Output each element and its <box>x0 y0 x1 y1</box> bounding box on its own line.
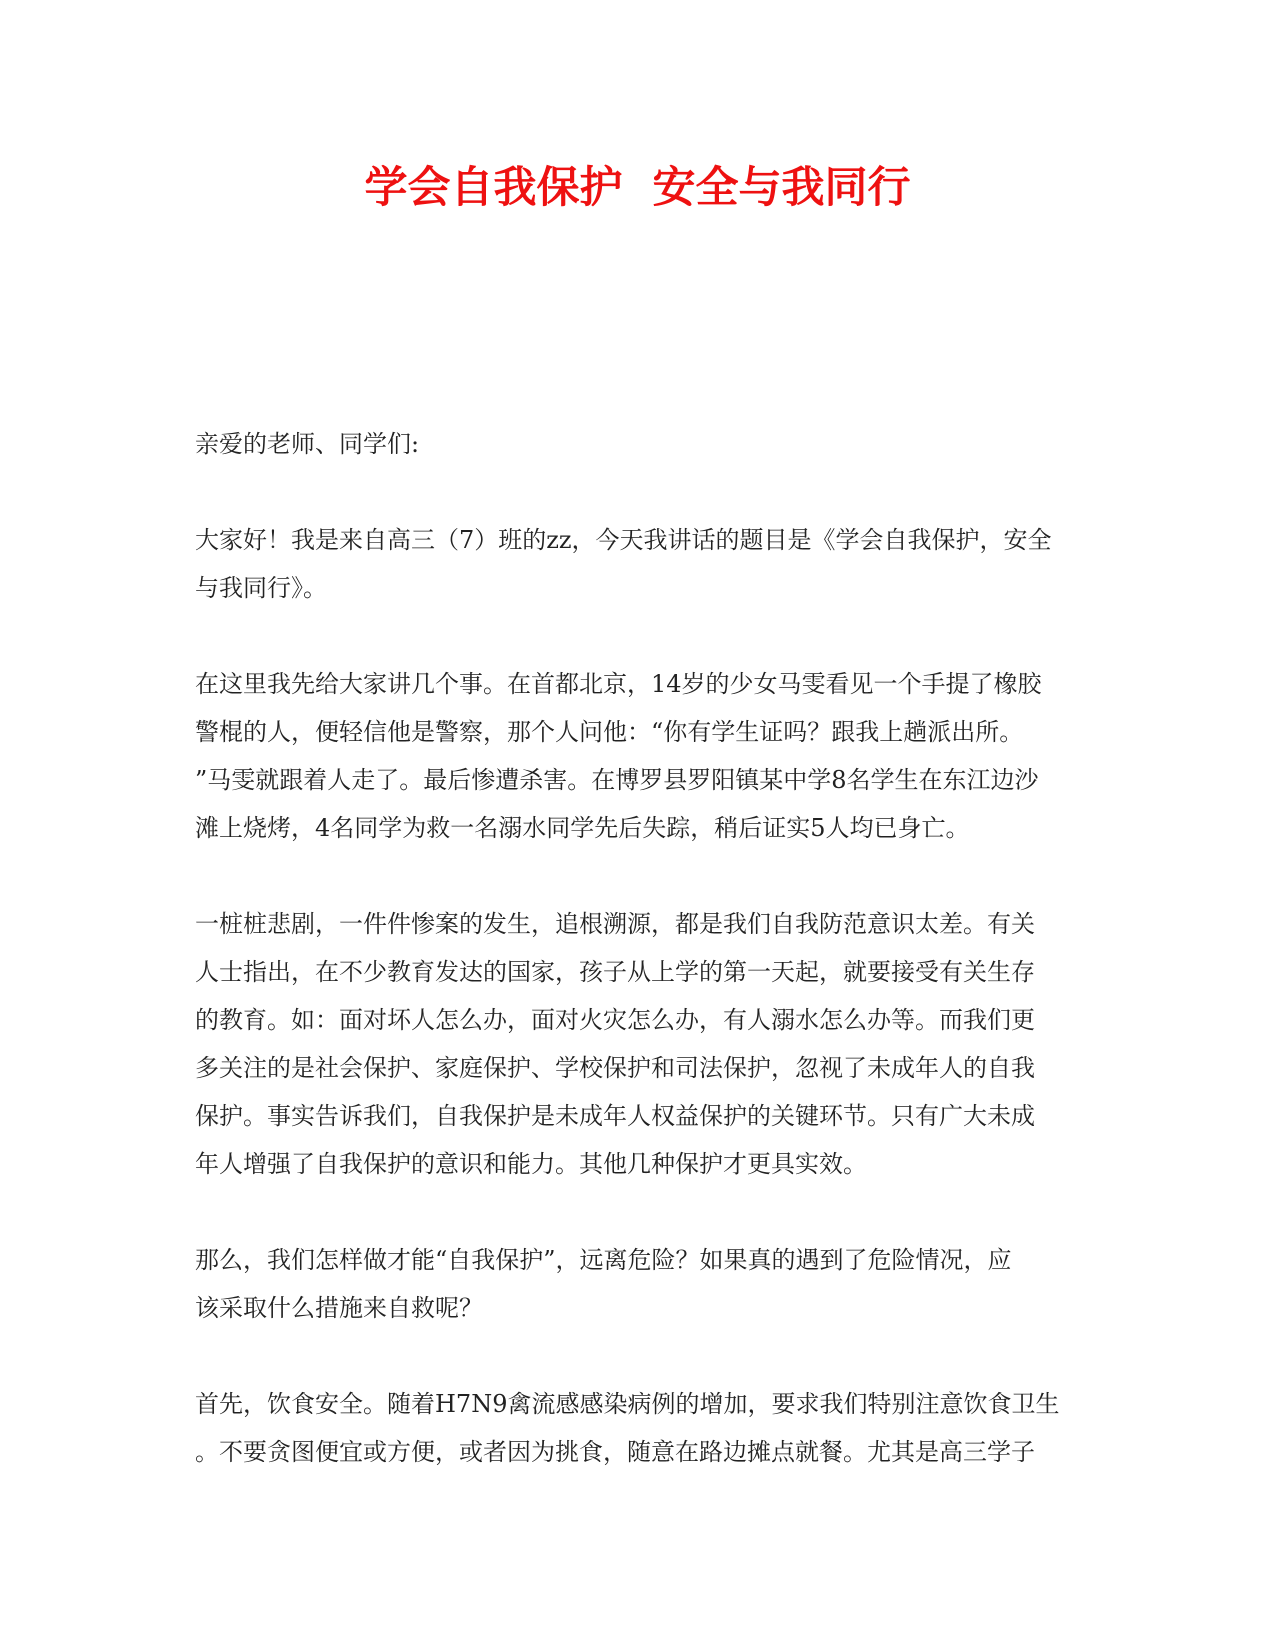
salutation-paragraph: 亲爱的老师、同学们: <box>195 430 420 458</box>
story-paragraph: 在这里我先给大家讲几个事。在首都北京，14岁的少女马雯看见一个手提了橡胶 警棍的人，便轻信他是警察，那个人问他：“你有学生证吗？跟我上趟派出所。 ”马雯就跟着人走了。最后惨遭杀害。在博罗县罗阳镇某中学8名学生在东江边沙 滩上烧烤，4名同学为救一名溺水同学先后失踪，稍后证实5人均已身亡。 <box>195 670 1042 842</box>
question-paragraph: 那么，我们怎样做才能“自我保护”，远离危险？如果真的遇到了危险情况，应 该采取什么措施来自救呢？ <box>195 1246 1012 1322</box>
greeting-paragraph: 大家好！我是来自高三（7）班的zz，今天我讲话的题目是《学会自我保护，安全 与我同行》。 <box>195 526 1052 602</box>
food-safety-paragraph: 首先，饮食安全。随着H7N9禽流感感染病例的增加，要求我们特别注意饮食卫生 。不要贪图便宜或方便，或者因为挑食，随意在路边摊点就餐。尤其是高三学子 <box>195 1390 1060 1466</box>
document-body <box>195 420 1085 1524</box>
page-title: 学会自我保护 安全与我同行 <box>364 163 911 213</box>
analysis-paragraph: 一桩桩悲剧，一件件惨案的发生，追根溯源，都是我们自我防范意识太差。有关 人士指出，在不少教育发达的国家，孩子从上学的第一天起，就要接受有关生存 的教育。如：面对坏人怎么办，面对火灾怎么办，有人溺水怎么办等。而我们更 多关注的是社会保护、家庭保护、学校保护和司法保护，忽视了未成年人的自我 保护。事实告诉我们，自我保护是未成年人权益保护的关键环节。只有广大未成 年人增强了自我保护的意识和能力。其他几种保护才更具实效。 <box>195 910 1035 1178</box>
